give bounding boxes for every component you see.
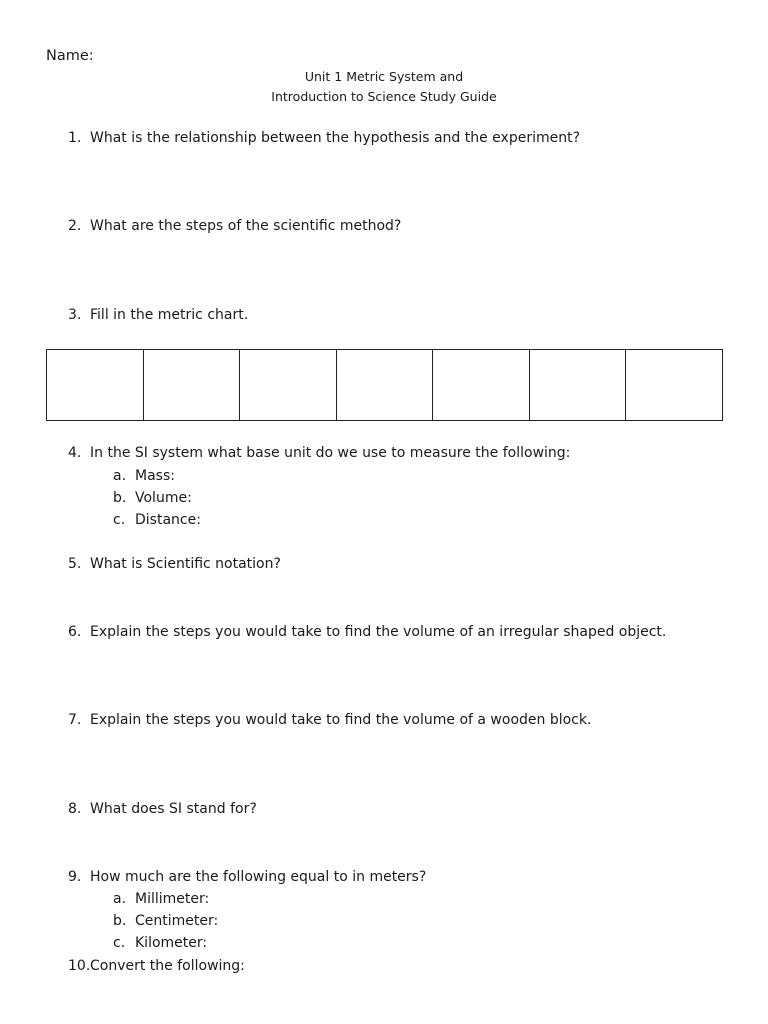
question-text: Convert the following: [90,958,245,974]
question-number: 10. [68,958,91,974]
sub-text: Mass: [135,468,175,484]
question-text: What is the relationship between the hypothesis and the experiment? [90,130,581,146]
sub-letter: a. [113,468,127,484]
sub-text: Volume: [135,490,192,506]
metric-chart-row [47,350,723,421]
sub-text: Distance: [135,512,201,528]
question-number: 1. [68,130,82,146]
metric-chart [46,349,723,421]
metric-chart-cell[interactable] [47,350,144,421]
metric-chart-cell[interactable] [240,350,337,421]
question-text: How much are the following equal to in meters? [90,869,427,885]
metric-chart-cell[interactable] [626,350,723,421]
sub-letter: a. [113,891,127,907]
question-number: 8. [68,801,82,817]
question-text: Fill in the metric chart. [90,307,249,323]
question-number: 5. [68,556,82,572]
sub-letter: b. [113,913,127,929]
question-number: 9. [68,869,82,885]
question-text: What does SI stand for? [90,801,257,817]
metric-chart-cell[interactable] [143,350,240,421]
question-number: 4. [68,445,82,461]
question-number: 7. [68,712,82,728]
sub-text: Millimeter: [135,891,210,907]
metric-chart-cell[interactable] [529,350,626,421]
sub-letter: b. [113,490,127,506]
question-text: Explain the steps you would take to find the volume of a wooden block. [90,712,592,728]
question-text: What are the steps of the scientific method? [90,218,402,234]
question-text: Explain the steps you would take to find the volume of an irregular shaped object. [90,624,667,640]
sub-text: Kilometer: [135,935,208,951]
question-number: 6. [68,624,82,640]
question-text: What is Scientific notation? [90,556,281,572]
question-text: In the SI system what base unit do we use to measure the following: [90,445,571,461]
sub-letter: c. [113,935,126,951]
sub-text: Centimeter: [135,913,219,929]
title-line-1: Unit 1 Metric System and [304,69,464,84]
question-number: 2. [68,218,82,234]
metric-chart-cell[interactable] [336,350,433,421]
metric-chart-cell[interactable] [433,350,530,421]
question-number: 3. [68,307,82,323]
name-label: Name: [46,48,94,64]
title-line-2: Introduction to Science Study Guide [271,89,497,104]
sub-letter: c. [113,512,126,528]
